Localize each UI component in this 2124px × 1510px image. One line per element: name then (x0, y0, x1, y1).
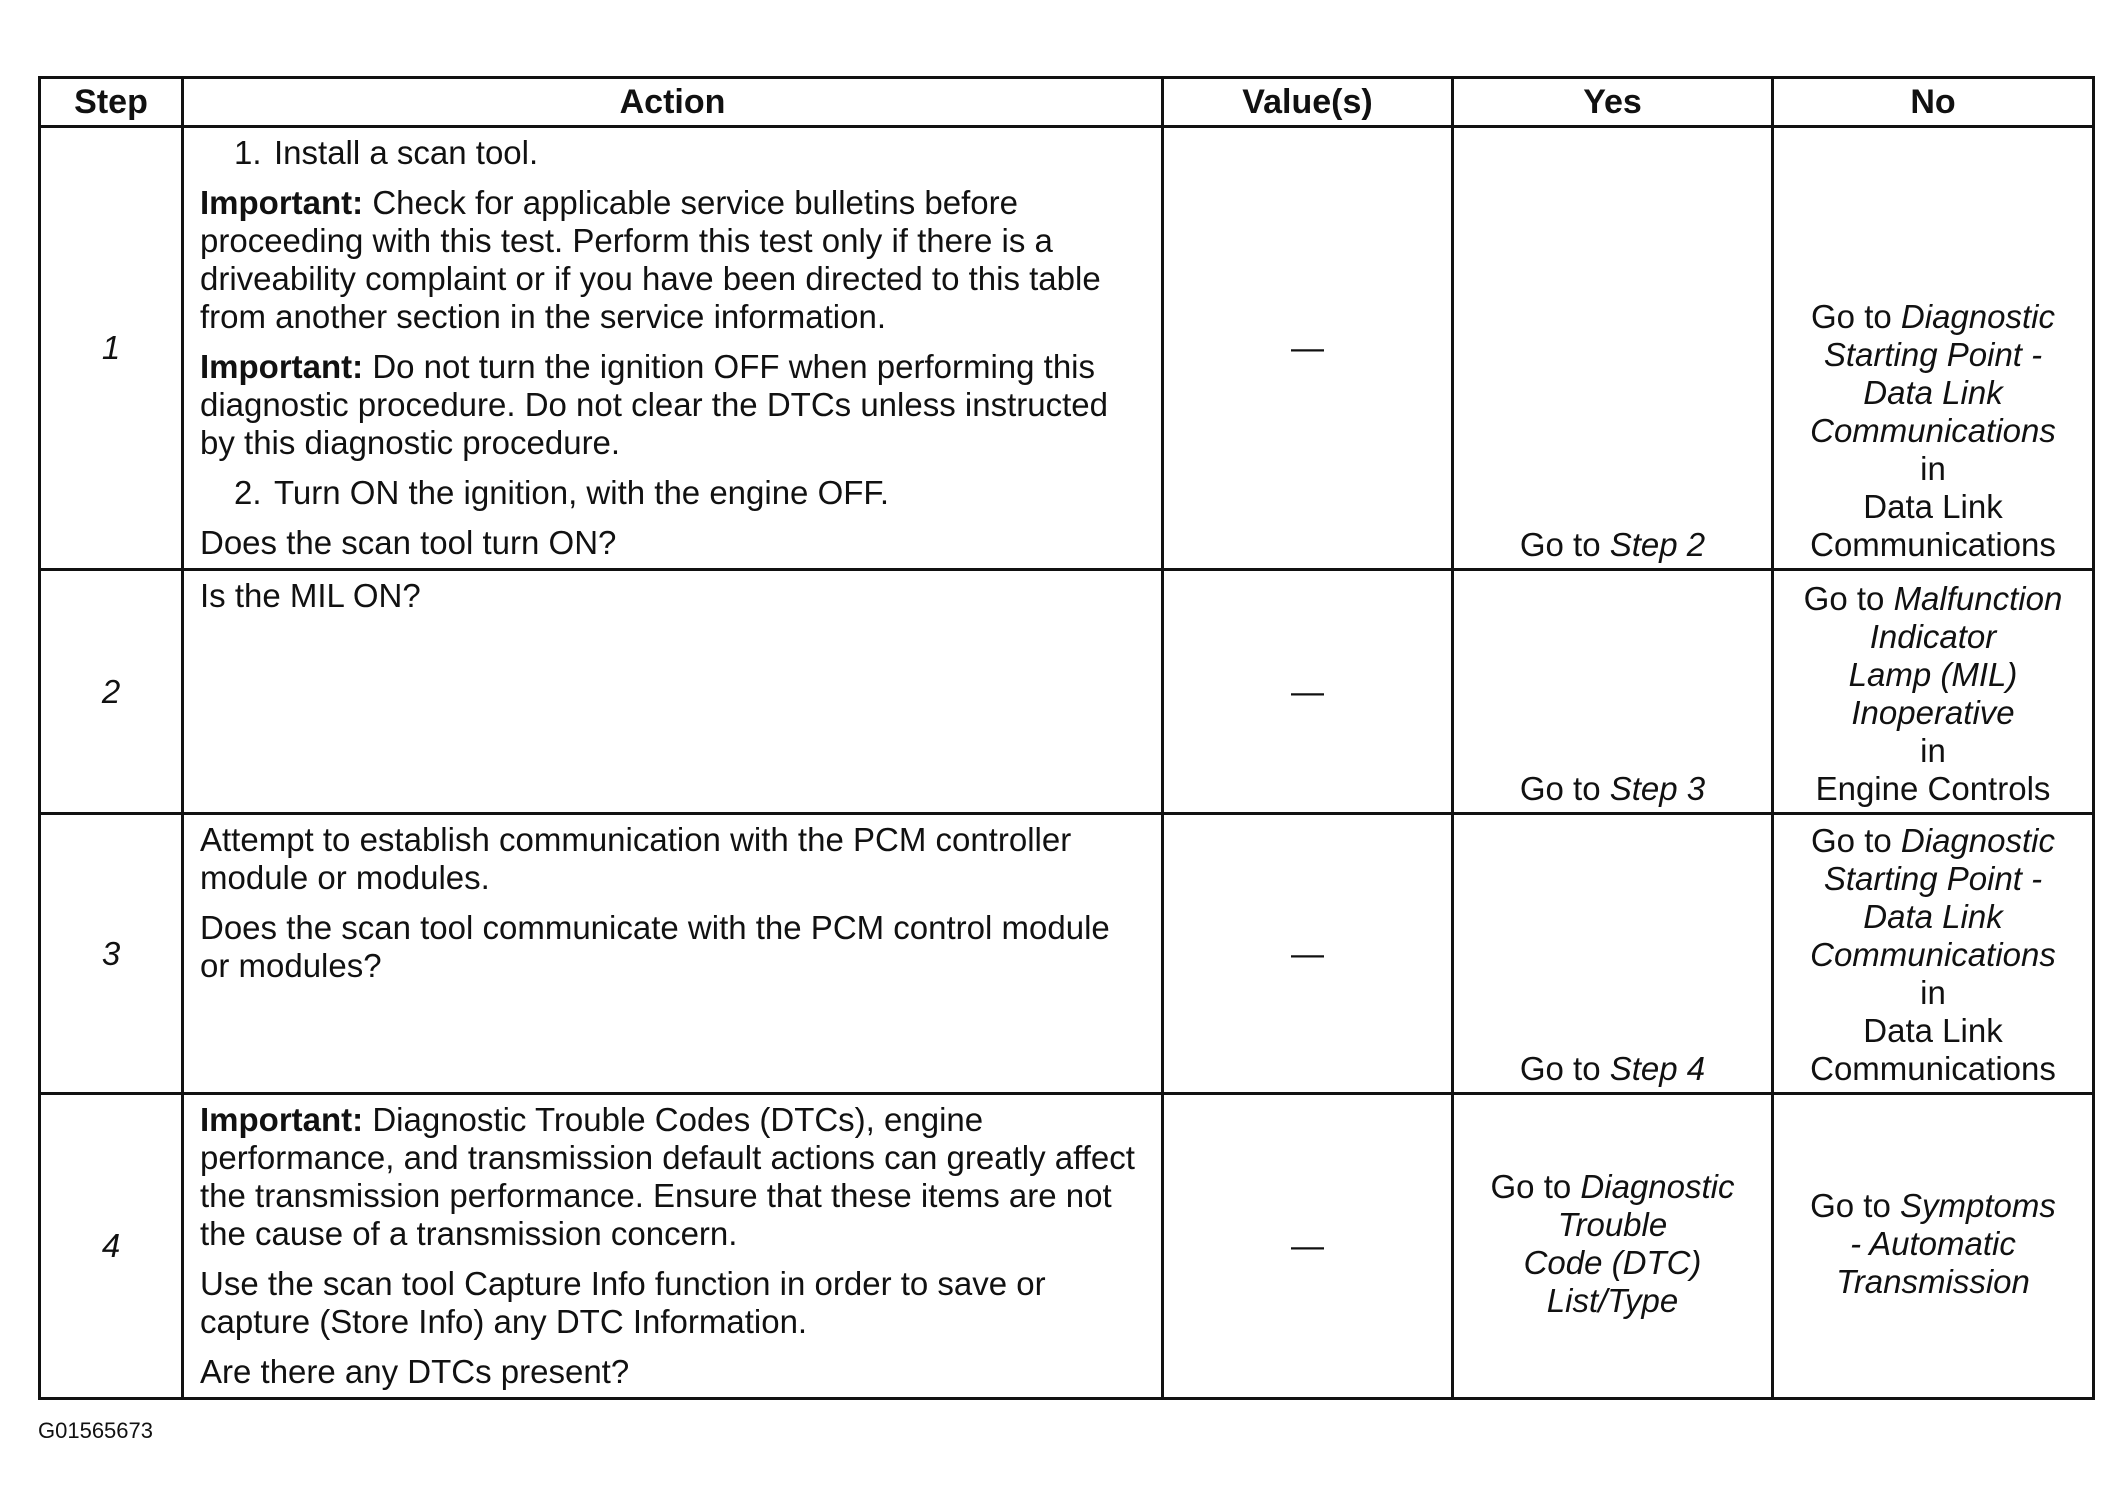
diagnostic-table (38, 76, 2095, 1400)
table-row (40, 127, 2094, 570)
value-cell: — (1163, 570, 1453, 814)
no-cell: Go to Malfunction Indicator Lamp (MIL) Inoperative in Engine Controls (1773, 570, 2094, 814)
action-step-item: 2. Turn ON the ignition, with the engine OFF. (234, 474, 890, 511)
step-number: 1 (40, 127, 183, 570)
value-cell: — (1163, 127, 1453, 570)
important-note: Important: Diagnostic Trouble Codes (DTCs), engine performance, and transmission default actions can greatly affect the transmission performance. Ensure that these items are not the cause of a transmission concern. (200, 1101, 1135, 1252)
yes-link[interactable]: Diagnostic (1580, 1168, 1735, 1205)
action-cell (183, 1094, 1163, 1399)
yes-cell: Go to Step 3 (1453, 570, 1773, 814)
no-link[interactable]: Diagnostic (1900, 298, 2055, 335)
figure-id: G01565673 (38, 1418, 153, 1443)
yes-cell: Go to Diagnostic Trouble Code (DTC) List/Type (1453, 1094, 1773, 1399)
no-cell: Go to Diagnostic Starting Point - Data Link Communications in Data Link Communications (1773, 127, 2094, 570)
step-number: 2 (40, 570, 183, 814)
value-cell: — (1163, 814, 1453, 1094)
no-cell: Go to Symptoms - Automatic Transmission (1773, 1094, 2094, 1399)
action-cell (183, 814, 1163, 1094)
action-question: Does the scan tool turn ON? (200, 524, 617, 561)
no-link[interactable]: Diagnostic (1900, 822, 2055, 859)
action-cell (183, 570, 1163, 814)
header-yes: Yes (1453, 78, 1773, 127)
table-row (40, 814, 2094, 1094)
header-values: Value(s) (1163, 78, 1453, 127)
action-question: Does the scan tool communicate with the PCM control module or modules? (200, 909, 1110, 984)
action-question: Are there any DTCs present? (200, 1353, 630, 1390)
step-number: 4 (40, 1094, 183, 1399)
yes-link[interactable]: Step 3 (1609, 770, 1706, 807)
header-action: Action (183, 78, 1163, 127)
no-link[interactable]: Symptoms (1900, 1187, 2056, 1224)
step-number: 3 (40, 814, 183, 1094)
action-step-item: 1. Install a scan tool. (234, 134, 539, 171)
header-row (40, 78, 2094, 127)
header-step: Step (40, 78, 183, 127)
yes-cell: Go to Step 4 (1453, 814, 1773, 1094)
yes-link[interactable]: Step 4 (1609, 1050, 1706, 1087)
header-no: No (1773, 78, 2094, 127)
action-text: Use the scan tool Capture Info function in order to save or capture (Store Info) any DTC Information. (200, 1265, 1046, 1340)
important-note: Important: Check for applicable service bulletins before proceeding with this test. Perform this test only if there is a driveability complaint or if you have been directed to this table from another section in the service information. (200, 184, 1101, 335)
yes-cell: Go to Step 2 (1453, 127, 1773, 570)
table-row (40, 1094, 2094, 1399)
no-link[interactable]: Malfunction (1893, 580, 2063, 617)
no-cell: Go to Diagnostic Starting Point - Data Link Communications in Data Link Communications (1773, 814, 2094, 1094)
important-note: Important: Do not turn the ignition OFF when performing this diagnostic procedure. Do not clear the DTCs unless instructed by this diagnostic procedure. (200, 348, 1108, 461)
table-row (40, 570, 2094, 814)
action-cell (183, 127, 1163, 570)
action-text: Attempt to establish communication with the PCM controller module or modules. (200, 821, 1072, 896)
value-cell: — (1163, 1094, 1453, 1399)
action-question: Is the MIL ON? (200, 577, 421, 614)
yes-link[interactable]: Step 2 (1609, 526, 1706, 563)
